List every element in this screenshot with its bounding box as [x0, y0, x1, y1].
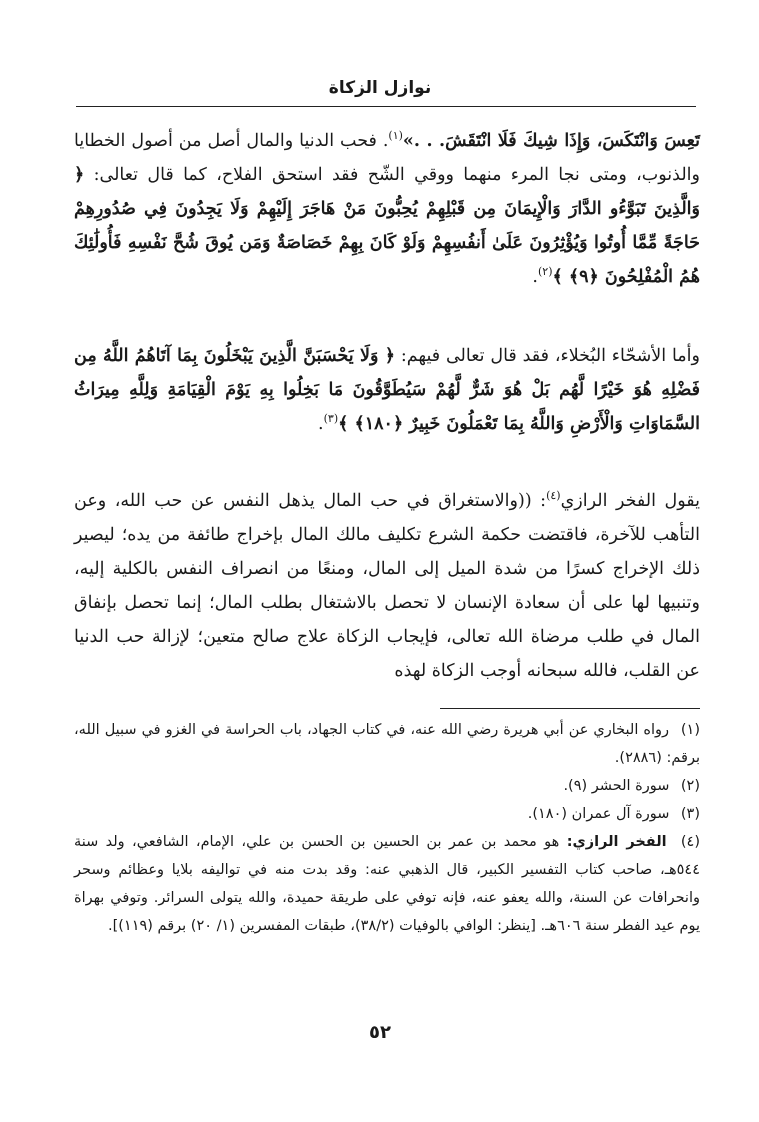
footnote-text: هو محمد بن عمر بن الحسين بن الحسن بن علي، الإمام، الشافعي، ولد سنة ٥٤٤هـ، صاحب كتاب التفسير الكبير، قال الذهبي عنه: وقد بدت منه في تواليفه بلايا وعظائم وسحر وانحرافات عن السنة، والله يعفو عنه، فإنه توفي على طريقة حميدة، والله يتولى السرائر. وتوفي بهراة يوم عيد الفطر سنة ٦٠٦هـ. [ينظر: الوافي بالوفيات (٣٨/٢)، طبقات المفسرين (١/ ٢٠) برقم (١١٩)].	[74, 834, 700, 934]
footnote-text: رواه البخاري عن أبي هريرة رضي الله عنه، في كتاب الجهاد، باب الحراسة في الغزو في سبيل الله، برقم: (٢٨٨٦).	[74, 722, 700, 766]
paragraph-misers	[74, 339, 700, 441]
quran-verse-hashr: ﴿ وَالَّذِينَ تَبَوَّءُو الدَّارَ وَالْإِيمَانَ مِن قَبْلِهِمْ يُحِبُّونَ مَنْ هَاجَرَ إِلَيْهِمْ وَلَا يَجِدُونَ فِي صُدُورِهِمْ حَاجَةً مِّمَّا أُوتُوا وَيُؤْثِرُونَ عَلَىٰ أَنفُسِهِمْ وَلَوْ كَانَ بِهِمْ خَصَاصَةٌ وَمَن يُوقَ شُحَّ نَفْسِهِ فَأُولَٰئِكَ هُمُ الْمُفْلِحُونَ ﴿٩﴾ ﴾	[74, 165, 700, 287]
footnote-text: سورة آل عمران (١٨٠).	[527, 806, 670, 822]
footnote-number: (٢)	[680, 778, 700, 794]
paragraph-razi-quote	[74, 484, 700, 688]
page-number: ٥٢	[369, 1022, 391, 1043]
footnote-2	[74, 772, 700, 800]
paragraph-text: . فحب الدنيا والمال أصل من أصول الخطايا والذنوب، ومتى نجا المرء منهما ووقي الشّح فقد استحق الفلاح، كما قال تعالى:	[74, 131, 700, 185]
footnote-number: (٤)	[680, 834, 701, 850]
footnote-number: (١)	[680, 722, 701, 738]
footnote-ref-2[interactable]: (٢)	[538, 265, 553, 279]
paragraph-end: .	[318, 414, 324, 434]
footnote-ref-1[interactable]: (١)	[388, 129, 403, 143]
footnote-ref-4[interactable]: (٤)	[546, 489, 561, 503]
footnote-4	[74, 828, 700, 940]
footnote-text: سورة الحشر (٩).	[563, 778, 670, 794]
quran-verse-al-imran: ﴿ وَلَا يَحْسَبَنَّ الَّذِينَ يَبْخَلُونَ بِمَا آتَاهُمُ اللَّهُ مِن فَضْلِهِ هُوَ خَيْرًا لَّهُم بَلْ هُوَ شَرٌّ لَّهُمْ سَيُطَوَّقُونَ مَا بَخِلُوا بِهِ يَوْمَ الْقِيَامَةِ وَلِلَّهِ مِيرَاثُ السَّمَاوَاتِ وَالْأَرْضِ وَاللَّهُ بِمَا تَعْمَلُونَ خَبِيرٌ ﴿١٨٠﴾ ﴾	[74, 346, 700, 434]
paragraph-text: : ((والاستغراق في حب المال يذهل النفس عن حب الله، وعن التأهب للآخرة، فاقتضت حكمة الشرع تكليف مالك المال بإخراج طائفة من يده؛ ليصير ذلك الإخراج كسرًا من شدة الميل إلى المال، ومنعًا من انصراف النفس بالكلية إليه، وتنبيها لها على أن سعادة الإنسان لا تحصل بالاشتغال بطلب المال؛ إنما تحصل بإنفاق المال في طلب مرضاة الله تعالى، فإيجاب الزكاة علاج صالح متعين؛ لإزالة حب الدنيا عن القلب، فالله سبحانه أوجب الزكاة لهذه	[74, 491, 700, 681]
hadith-quote: تَعِسَ وَانْتَكَسَ، وَإِذَا شِيكَ فَلَا انْتَقَشَ. . .»	[402, 131, 700, 151]
footnote-ref-3[interactable]: (٣)	[323, 412, 339, 426]
footnote-3	[74, 800, 700, 828]
footnote-title: الفخر الرازي:	[566, 834, 667, 850]
header-divider	[76, 106, 696, 107]
paragraph-end: .	[532, 267, 538, 287]
running-header-title: نوازل الزكاة	[328, 78, 432, 98]
footnotes-section	[74, 716, 700, 940]
footnote-divider	[440, 708, 700, 709]
paragraph-intro: وأما الأشحّاء البُخلاء، فقد قال تعالى فيهم:	[395, 346, 700, 366]
footnote-1	[74, 716, 700, 772]
paragraph-hadith-conclusion	[74, 124, 700, 294]
paragraph-intro: يقول الفخر الرازي	[560, 491, 700, 511]
footnote-number: (٣)	[680, 806, 700, 822]
